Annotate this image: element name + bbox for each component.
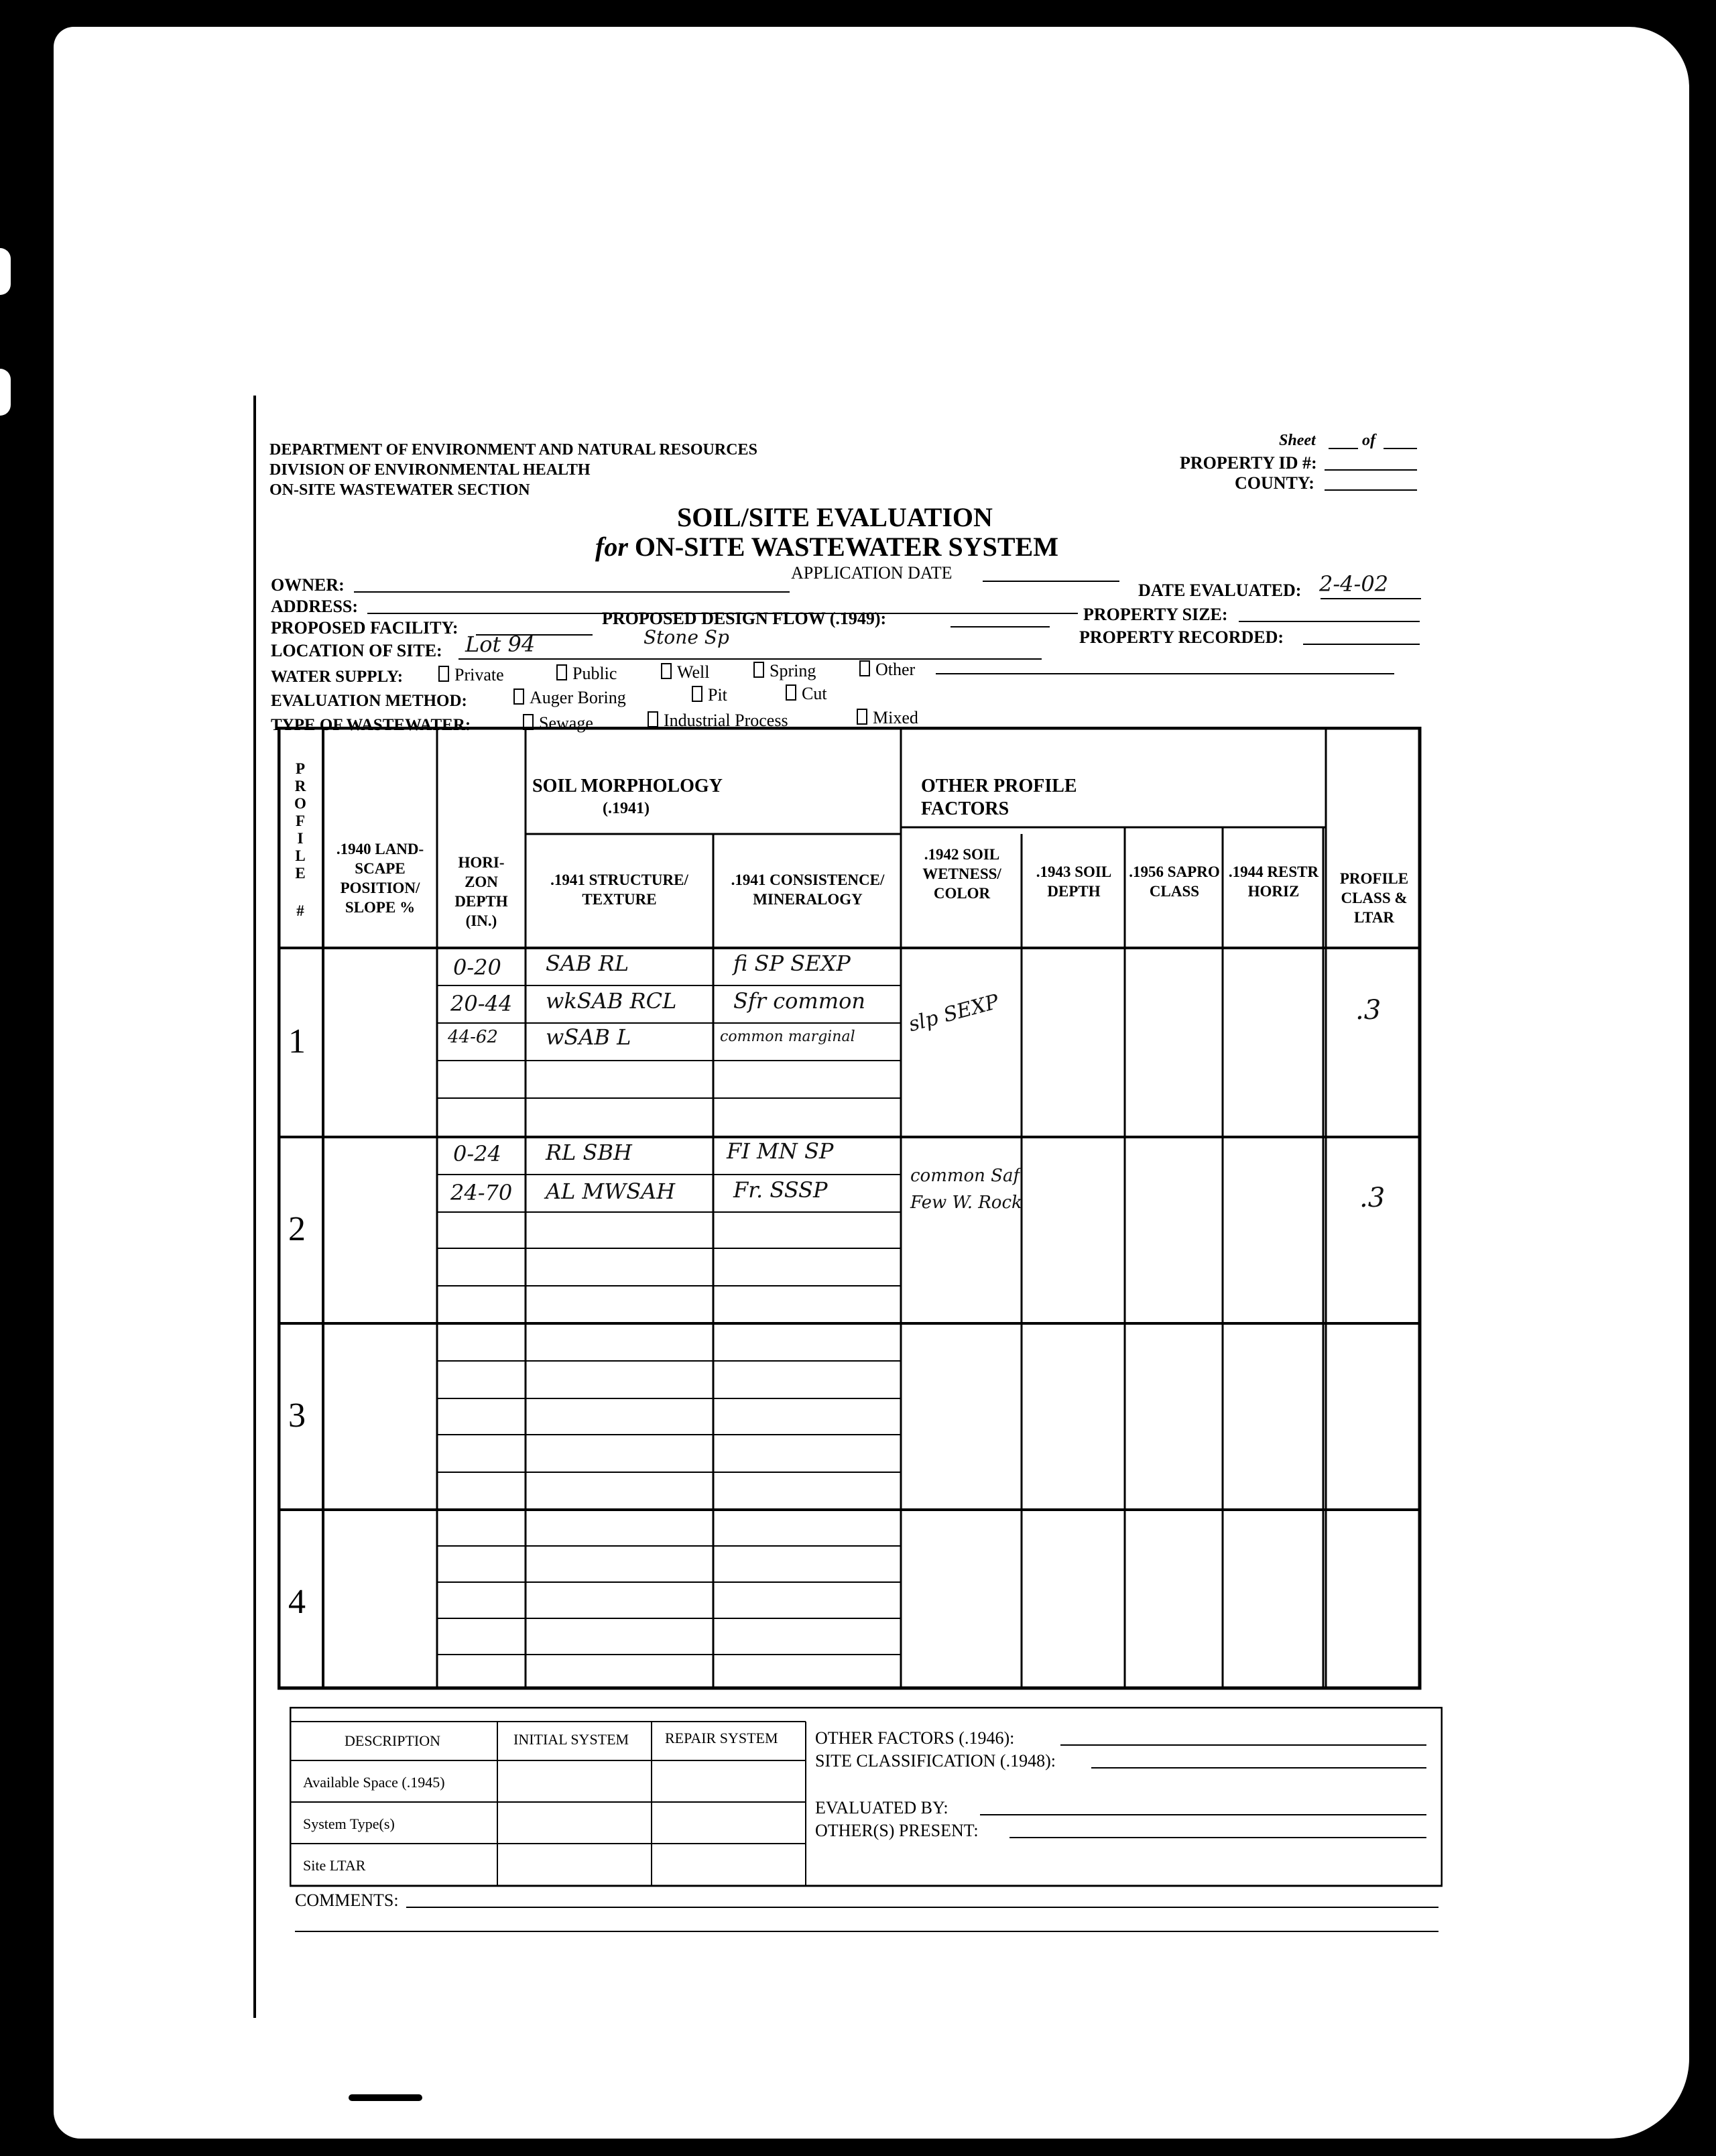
summary-initial-header: INITIAL SYSTEM bbox=[513, 1731, 629, 1748]
location-field[interactable] bbox=[458, 658, 1042, 660]
profile-class-value: .3 bbox=[1355, 995, 1382, 1026]
profile-table bbox=[278, 727, 1422, 1692]
checkbox-icon bbox=[857, 709, 867, 725]
date-evaluated-field[interactable] bbox=[1321, 598, 1421, 599]
county-label: COUNTY: bbox=[1235, 473, 1314, 493]
col-sapro-header: .1956 SAPRO CLASS bbox=[1129, 863, 1220, 900]
checkbox-icon bbox=[692, 686, 702, 702]
consistence-mineralogy: common marginal bbox=[720, 1028, 855, 1045]
water-well-option[interactable] bbox=[661, 662, 709, 682]
others-present-field[interactable] bbox=[1009, 1837, 1426, 1838]
eval-pit-option[interactable] bbox=[692, 685, 727, 705]
water-other-field[interactable] bbox=[936, 673, 1394, 674]
col-restr-header: .1944 RESTR HORIZ bbox=[1228, 863, 1319, 900]
checkbox-icon bbox=[753, 662, 764, 678]
location-label: LOCATION OF SITE: bbox=[271, 641, 442, 660]
other-factors-label: OTHER FACTORS (.1946): bbox=[815, 1728, 1015, 1748]
summary-row-label: Site LTAR bbox=[303, 1857, 366, 1874]
eval-pit-label: Pit bbox=[708, 685, 727, 705]
binder-hole-icon bbox=[0, 248, 11, 295]
checkbox-icon bbox=[438, 666, 449, 682]
horizon-depth: 0-20 bbox=[453, 955, 501, 980]
ww-sewage-label: Sewage bbox=[539, 713, 593, 733]
division-line: DIVISION OF ENVIRONMENTAL HEALTH bbox=[269, 461, 591, 479]
wastewater-label: TYPE OF WASTEWATER: bbox=[271, 716, 471, 734]
col-structure-header: .1941 STRUCTURE/ TEXTURE bbox=[550, 872, 688, 908]
form-left-border bbox=[253, 396, 256, 2018]
section-line: ON-SITE WASTEWATER SECTION bbox=[269, 481, 530, 499]
profile-number: 3 bbox=[288, 1396, 306, 1435]
proposed-facility-label: PROPOSED FACILITY: bbox=[271, 618, 458, 638]
proposed-design-flow-field[interactable] bbox=[951, 626, 1050, 627]
property-size-label: PROPERTY SIZE: bbox=[1083, 605, 1228, 624]
department-block bbox=[269, 440, 757, 500]
property-id-field[interactable] bbox=[1325, 469, 1417, 471]
property-id-label: PROPERTY ID #: bbox=[1180, 453, 1317, 473]
ww-mixed-option[interactable] bbox=[857, 708, 918, 728]
soil-morphology-code: (.1941) bbox=[603, 800, 650, 817]
owner-field[interactable] bbox=[354, 591, 790, 593]
comments-field-2[interactable] bbox=[295, 1931, 1438, 1932]
ww-mixed-label: Mixed bbox=[873, 708, 918, 727]
water-spring-option[interactable] bbox=[753, 661, 816, 681]
structure-texture: RL SBH bbox=[546, 1140, 632, 1165]
scan-speck bbox=[349, 2094, 422, 2101]
comments-field[interactable] bbox=[406, 1907, 1438, 1908]
other-profile-factors-header: OTHER PROFILE FACTORS bbox=[921, 776, 1077, 819]
summary-box bbox=[290, 1707, 1443, 1888]
eval-auger-label: Auger Boring bbox=[530, 688, 626, 707]
water-spring-label: Spring bbox=[770, 661, 816, 680]
horizon-depth: 24-70 bbox=[450, 1180, 513, 1205]
water-other-option[interactable] bbox=[859, 660, 915, 680]
water-public-option[interactable] bbox=[556, 664, 617, 684]
consistence-mineralogy: Sfr common bbox=[733, 988, 865, 1014]
profile-letter: I bbox=[297, 830, 304, 847]
application-date-label: APPLICATION DATE bbox=[791, 563, 953, 583]
application-date-field[interactable] bbox=[983, 581, 1119, 582]
col-profile-class-header: PROFILE CLASS & LTAR bbox=[1339, 870, 1409, 926]
profile-number: 2 bbox=[288, 1210, 306, 1248]
profile-number: 1 bbox=[288, 1022, 306, 1061]
profile-letter: E bbox=[295, 865, 306, 882]
address-label: ADDRESS: bbox=[271, 597, 359, 616]
county-field[interactable] bbox=[1325, 489, 1417, 491]
profile-vertical-label bbox=[278, 760, 323, 920]
sheet-number-field[interactable] bbox=[1329, 448, 1358, 449]
water-private-option[interactable] bbox=[438, 665, 504, 685]
structure-texture: AL MWSAH bbox=[546, 1179, 676, 1204]
soil-wetness-note: slp SEXP bbox=[906, 990, 1001, 1037]
consistence-mineralogy: fi SP SEXP bbox=[733, 951, 851, 976]
subtitle-for: for bbox=[595, 532, 628, 562]
checkbox-icon bbox=[786, 684, 796, 701]
profile-letter: # bbox=[296, 902, 304, 919]
site-classification-label: SITE CLASSIFICATION (.1948): bbox=[815, 1751, 1056, 1771]
owner-label: OWNER: bbox=[271, 575, 345, 595]
soil-wetness-note: common Saf Few W. Rock bbox=[910, 1166, 1022, 1213]
checkbox-icon bbox=[648, 711, 658, 727]
structure-texture: wkSAB RCL bbox=[546, 988, 677, 1014]
ww-industrial-label: Industrial Process bbox=[664, 711, 788, 730]
col-wetness-header: .1942 SOIL WETNESS/ COLOR bbox=[922, 846, 1001, 902]
comments-label: COMMENTS: bbox=[295, 1891, 399, 1910]
evaluation-method-label: EVALUATION METHOD: bbox=[271, 692, 467, 710]
water-public-label: Public bbox=[572, 664, 617, 683]
profile-letter: R bbox=[294, 778, 306, 794]
sheet-of-label: of bbox=[1362, 432, 1375, 449]
summary-description-header: DESCRIPTION bbox=[345, 1732, 441, 1749]
summary-repair-header: REPAIR SYSTEM bbox=[665, 1730, 778, 1746]
water-well-label: Well bbox=[677, 662, 710, 682]
binder-hole-icon bbox=[0, 369, 11, 416]
horizon-depth: 20-44 bbox=[450, 991, 513, 1016]
evaluated-by-label: EVALUATED BY: bbox=[815, 1798, 948, 1817]
profile-letter: O bbox=[294, 795, 306, 812]
structure-texture: wSAB L bbox=[546, 1024, 631, 1050]
location-value-2: Stone Sp bbox=[644, 626, 729, 648]
summary-row-label: System Type(s) bbox=[303, 1815, 395, 1832]
subtitle-rest: ON-SITE WASTEWATER SYSTEM bbox=[634, 532, 1058, 562]
summary-row-label: Available Space (.1945) bbox=[303, 1774, 445, 1791]
form-title: SOIL/SITE EVALUATION bbox=[677, 502, 993, 532]
consistence-mineralogy: FI MN SP bbox=[727, 1138, 834, 1164]
horizon-depth: 0-24 bbox=[453, 1141, 501, 1166]
profile-class-value: .3 bbox=[1359, 1183, 1386, 1213]
checkbox-icon bbox=[556, 664, 567, 680]
others-present-label: OTHER(S) PRESENT: bbox=[815, 1821, 979, 1840]
col-consistence-header: .1941 CONSISTENCE/ MINERALOGY bbox=[731, 872, 885, 908]
profile-letter: L bbox=[295, 847, 306, 864]
date-evaluated-label: DATE EVALUATED: bbox=[1138, 581, 1302, 600]
proposed-design-flow-label: PROPOSED DESIGN FLOW (.1949): bbox=[602, 609, 887, 628]
sheet-total-field[interactable] bbox=[1384, 448, 1417, 449]
eval-auger-option[interactable] bbox=[513, 688, 626, 708]
col-landscape-header: .1940 LAND- SCAPE POSITION/ SLOPE % bbox=[336, 841, 424, 916]
checkbox-icon bbox=[859, 660, 870, 676]
profile-number: 4 bbox=[288, 1583, 306, 1621]
property-recorded-field[interactable] bbox=[1303, 644, 1420, 645]
date-evaluated-value: 2-4-02 bbox=[1319, 571, 1389, 597]
water-supply-label: WATER SUPPLY: bbox=[271, 668, 404, 686]
water-private-label: Private bbox=[454, 665, 504, 684]
checkbox-icon bbox=[661, 663, 672, 679]
profile-letter: F bbox=[295, 813, 306, 829]
horizon-depth: 44-62 bbox=[448, 1027, 498, 1047]
col-soil-depth-header: .1943 SOIL DEPTH bbox=[1036, 863, 1112, 900]
property-size-field[interactable] bbox=[1239, 621, 1420, 622]
other-factors-field[interactable] bbox=[1060, 1744, 1426, 1746]
profile-letter: P bbox=[295, 760, 306, 777]
sheet-label: Sheet bbox=[1279, 432, 1316, 449]
evaluated-by-field[interactable] bbox=[980, 1814, 1426, 1815]
location-value: Lot 94 bbox=[465, 632, 536, 657]
department-line: DEPARTMENT OF ENVIRONMENT AND NATURAL RESOURCES bbox=[269, 441, 757, 459]
site-classification-field[interactable] bbox=[1091, 1767, 1426, 1769]
consistence-mineralogy: Fr. SSSP bbox=[733, 1177, 828, 1203]
soil-morphology-header: SOIL MORPHOLOGY bbox=[532, 776, 723, 796]
water-other-label: Other bbox=[875, 660, 916, 679]
structure-texture: SAB RL bbox=[546, 951, 629, 976]
form-subtitle bbox=[595, 531, 1058, 562]
property-recorded-label: PROPERTY RECORDED: bbox=[1079, 627, 1284, 647]
col-horizon-header: HORI- ZON DEPTH (IN.) bbox=[454, 854, 508, 929]
eval-cut-option[interactable] bbox=[786, 684, 827, 704]
checkbox-icon bbox=[513, 688, 524, 705]
eval-cut-label: Cut bbox=[802, 684, 827, 703]
